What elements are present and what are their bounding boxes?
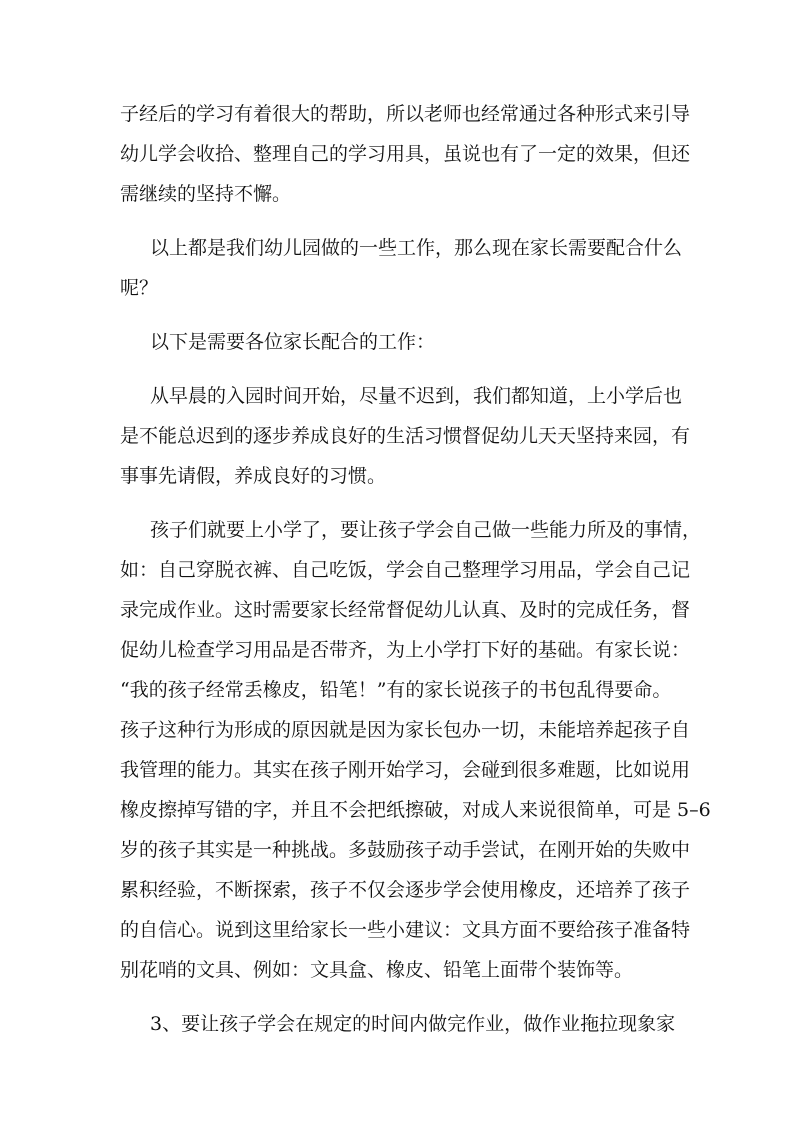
text-line: 别花哨的文具、例如：文具盒、橡皮、铅笔上面带个装饰等。: [120, 959, 634, 981]
text-line: 累积经验，不断探索，孩子不仅会逐步学会使用橡皮，还培养了孩子: [120, 879, 691, 901]
text-line: 从早晨的入园时间开始，尽量不迟到，我们都知道，上小学后也: [150, 385, 683, 407]
text-line: 以上都是我们幼儿园做的一些工作，那么现在家长需要配合什么: [150, 237, 683, 259]
text-line: 3、要让孩子学会在规定的时间内做完作业，做作业拖拉现象家: [150, 1013, 676, 1035]
text-line: “我的孩子经常丢橡皮，铅笔！”有的家长说孩子的书包乱得要命。: [120, 679, 672, 701]
text-line: 呢？: [120, 277, 159, 299]
text-line: 孩子们就要上小学了，要让孩子学会自己做一些能力所及的事情，: [150, 519, 702, 541]
text-line: 的自信心。说到这里给家长一些小建议：文具方面不要给孩子准备特: [120, 919, 691, 941]
text-line: 事事先请假，养成良好的习惯。: [120, 465, 387, 487]
text-line: 以下是需要各位家长配合的工作：: [150, 331, 436, 353]
paragraph-4: [120, 376, 691, 496]
text-line: 需继续的坚持不懈。: [120, 183, 292, 205]
text-line: 是不能总迟到的逐步养成良好的生活习惯督促幼儿天天坚持来园，有: [120, 425, 691, 447]
text-line: 促幼儿检查学习用品是否带齐，为上小学打下好的基础。有家长说：: [120, 639, 691, 661]
paragraph-5: [120, 510, 711, 990]
text-line: 录完成作业。这时需要家长经常督促幼儿认真、及时的完成任务，督: [120, 599, 691, 621]
paragraph-3: [120, 322, 680, 362]
text-line: 如：自己穿脱衣裤、自己吃饭，学会自己整理学习用品，学会自己记: [120, 559, 691, 581]
paragraph-1: [120, 94, 691, 214]
text-line: 幼儿学会收拾、整理自己的学习用具，虽说也有了一定的效果，但还: [120, 143, 691, 165]
paragraph-6: [120, 1004, 680, 1044]
paragraph-2: [120, 228, 683, 308]
text-line: 孩子这种行为形成的原因就是因为家长包办一切，未能培养起孩子自: [120, 719, 691, 741]
text-line: 我管理的能力。其实在孩子刚开始学习，会碰到很多难题，比如说用: [120, 759, 691, 781]
document-body: [120, 94, 711, 1044]
text-line: 子经后的学习有着很大的帮助，所以老师也经常通过各种形式来引导: [120, 103, 691, 125]
text-line: 橡皮擦掉写错的字，并且不会把纸擦破，对成人来说很简单，可是 5–6: [120, 799, 711, 821]
text-line: 岁的孩子其实是一种挑战。多鼓励孩子动手尝试，在刚开始的失败中: [120, 839, 691, 861]
